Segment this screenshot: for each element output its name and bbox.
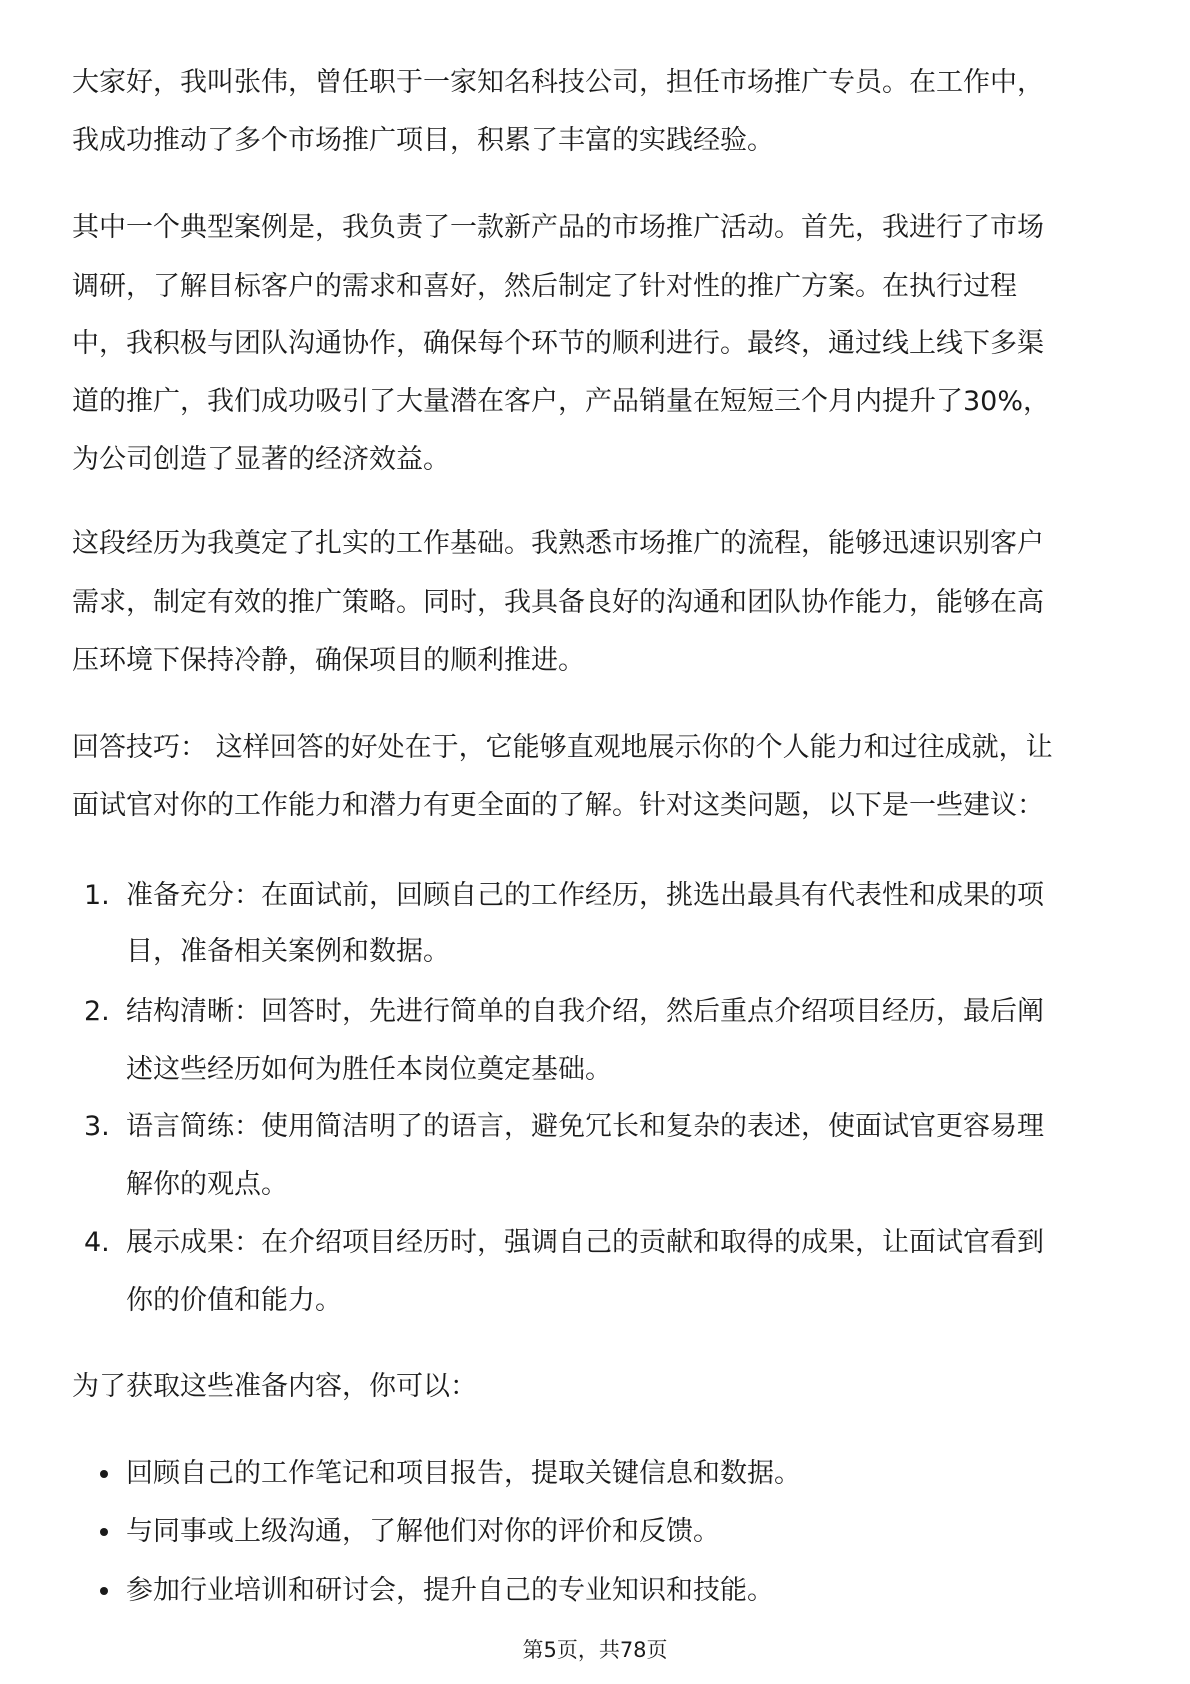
list-number: 3. xyxy=(84,1111,110,1142)
text-line: 调研，了解目标客户的需求和喜好，然后制定了针对性的推广方案。在执行过程 xyxy=(72,271,1017,302)
text-line: 面试官对你的工作能力和潜力有更全面的了解。针对这类问题，以下是一些建议： xyxy=(72,790,1044,821)
text-line: 中，我积极与团队沟通协作，确保每个环节的顺利进行。最终，通过线上线下多渠 xyxy=(72,328,1044,359)
list-item-line: 目，准备相关案例和数据。 xyxy=(126,936,450,967)
text-line: 大家好，我叫张伟，曾任职于一家知名科技公司，担任市场推广专员。在工作中， xyxy=(72,67,1044,98)
list-item-line: 准备充分：在面试前，回顾自己的工作经历，挑选出最具有代表性和成果的项 xyxy=(126,880,1044,911)
list-item-line: 结构清晰：回答时，先进行简单的自我介绍，然后重点介绍项目经历，最后阐 xyxy=(126,996,1044,1027)
list-item-line: 解你的观点。 xyxy=(126,1169,288,1200)
text-line: 压环境下保持冷静，确保项目的顺利推进。 xyxy=(72,645,585,676)
text-line: 为公司创造了显著的经济效益。 xyxy=(72,444,450,475)
text-line: 需求，制定有效的推广策略。同时，我具备良好的沟通和团队协作能力，能够在高 xyxy=(72,587,1044,618)
list-number: 1. xyxy=(84,880,110,911)
paragraph-prep: 为了获取这些准备内容，你可以： xyxy=(72,1371,477,1402)
list-item: 回顾自己的工作笔记和项目报告，提取关键信息和数据。 xyxy=(126,1458,801,1489)
text-line: 其中一个典型案例是，我负责了一款新产品的市场推广活动。首先，我进行了市场 xyxy=(72,212,1044,243)
list-item-line: 展示成果：在介绍项目经历时，强调自己的贡献和取得的成果，让面试官看到 xyxy=(126,1227,1044,1258)
text-line: 这段经历为我奠定了扎实的工作基础。我熟悉市场推广的流程，能够迅速识别客户 xyxy=(72,528,1044,559)
list-item: 与同事或上级沟通，了解他们对你的评价和反馈。 xyxy=(126,1516,720,1547)
bullet-icon xyxy=(100,1470,108,1478)
text-line: 道的推广，我们成功吸引了大量潜在客户，产品销量在短短三个月内提升了30%， xyxy=(72,386,1051,417)
list-number: 4. xyxy=(84,1227,110,1258)
bullet-icon xyxy=(100,1528,108,1536)
page-number: 第5页，共78页 xyxy=(522,1638,668,1662)
bullet-icon xyxy=(100,1587,108,1595)
list-number: 2. xyxy=(84,996,110,1027)
list-item: 参加行业培训和研讨会，提升自己的专业知识和技能。 xyxy=(126,1575,774,1606)
list-item-line: 你的价值和能力。 xyxy=(126,1285,342,1316)
list-item-line: 语言简练：使用简洁明了的语言，避免冗长和复杂的表述，使面试官更容易理 xyxy=(126,1111,1044,1142)
list-item-line: 述这些经历如何为胜任本岗位奠定基础。 xyxy=(126,1054,612,1085)
text-line: 回答技巧： 这样回答的好处在于，它能够直观地展示你的个人能力和过往成就，让 xyxy=(72,732,1053,763)
text-line: 我成功推动了多个市场推广项目，积累了丰富的实践经验。 xyxy=(72,125,774,156)
